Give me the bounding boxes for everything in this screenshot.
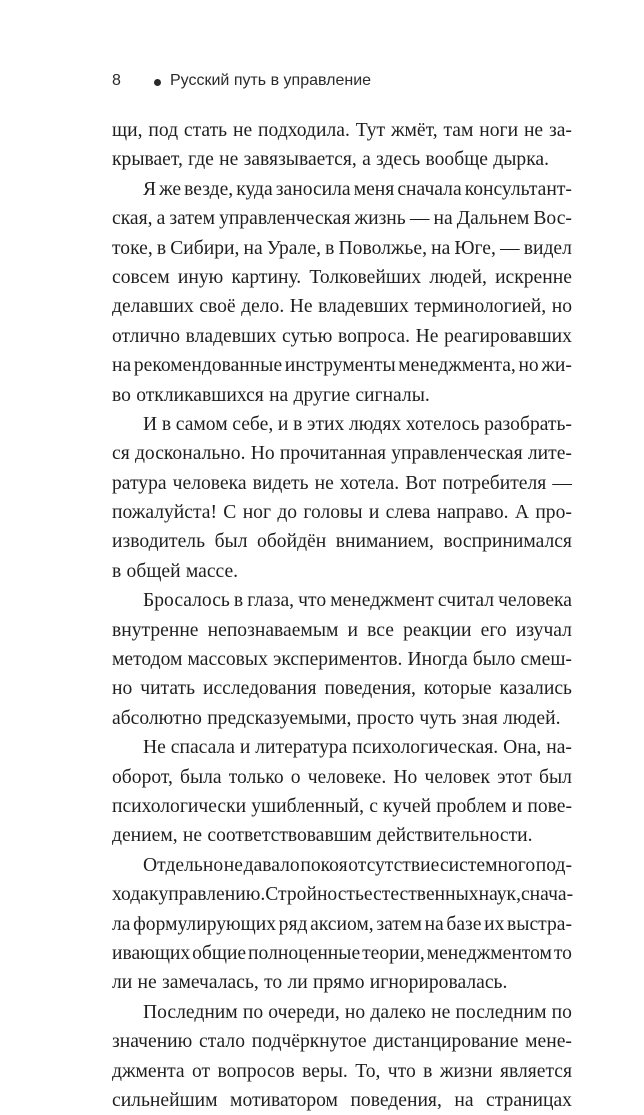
text-line: изводитель был обойдён вниманием, воспринимался [112, 531, 572, 553]
text-line: во откликавшихся на другие сигналы. [112, 384, 430, 406]
text-line: ся досконально. Но прочитанная управленческая лите- [112, 443, 572, 465]
text-line: внутренне непознаваемым и все реакции его изучал [112, 619, 572, 641]
text-line: психологически ушибленный, с кучей проблем и пове- [112, 795, 572, 817]
page-number: 8 [112, 72, 121, 89]
text-line: на рекомендованные инструменты менеджмента, но жи- [112, 355, 572, 377]
text-line: хода к управлению. Стройность естественных наук, снача- [112, 884, 574, 906]
text-line: значению стало подчёркнутое дистанцирование мене- [112, 1031, 572, 1053]
body-text [112, 116, 572, 1115]
text-line: пожалуйста! С ног до головы и слева направо. А про- [112, 502, 572, 524]
text-line: Не спасала и литература психологическая. Она, на- [143, 737, 572, 759]
text-line: Я же везде, куда заносила меня сначала консультант- [143, 178, 572, 200]
text-line: в общей массе. [112, 560, 239, 582]
text-line: делавших своё дело. Не владевших терминологией, но [112, 296, 572, 318]
text-line: Бросалось в глаза, что менеджмент считал человека [143, 590, 572, 612]
bullet-icon [154, 79, 161, 86]
text-line: токе, в Сибири, на Урале, в Поволжье, на Юге, — видел [112, 237, 572, 259]
text-line: ская, а затем управленческая жизнь — на Дальнем Вос- [112, 208, 572, 230]
running-header [112, 72, 371, 90]
text-line: абсолютно предсказуемыми, просто чуть зная людей. [112, 707, 561, 729]
text-line: Отдельно не давало покоя отсутствие системного под- [143, 854, 572, 876]
text-line: сильнейшим мотиватором поведения, на страницах [112, 1089, 572, 1111]
text-line: дением, не соответствовавшим действительности. [112, 825, 533, 847]
text-line: Последним по очереди, но далеко не последним по [143, 1001, 572, 1023]
text-line: ли не замечалась, то ли прямо игнорировалась. [112, 972, 508, 994]
text-line: методом массовых экспериментов. Иногда было смеш- [112, 649, 572, 671]
text-line: крывает, где не завязывается, а здесь вообще дырка. [112, 149, 550, 171]
text-line: ратура человека видеть не хотела. Вот потребителя — [112, 472, 572, 494]
text-line: но читать исследования поведения, которые казались [112, 678, 572, 700]
text-line: ла формулирующих ряд аксиом, затем на базе их выстра- [112, 913, 572, 935]
text-line: совсем иную картину. Толковейших людей, искренне [112, 266, 572, 288]
text-line: И в самом себе, и в этих людях хотелось разобрать- [143, 413, 572, 435]
text-line: щи, под стать не подходила. Тут жмёт, там ноги не за- [112, 120, 572, 141]
running-title: Русский путь в управление [170, 72, 372, 89]
text-line: ивающих общие полноценные теории, менеджментом то [112, 942, 572, 964]
text-line: отлично владевших сутью вопроса. Не реагировавших [112, 325, 572, 347]
text-line: оборот, была только о человеке. Но человек этот был [112, 766, 572, 788]
text-line: джмента от вопросов веры. То, что в жизни является [112, 1060, 572, 1082]
